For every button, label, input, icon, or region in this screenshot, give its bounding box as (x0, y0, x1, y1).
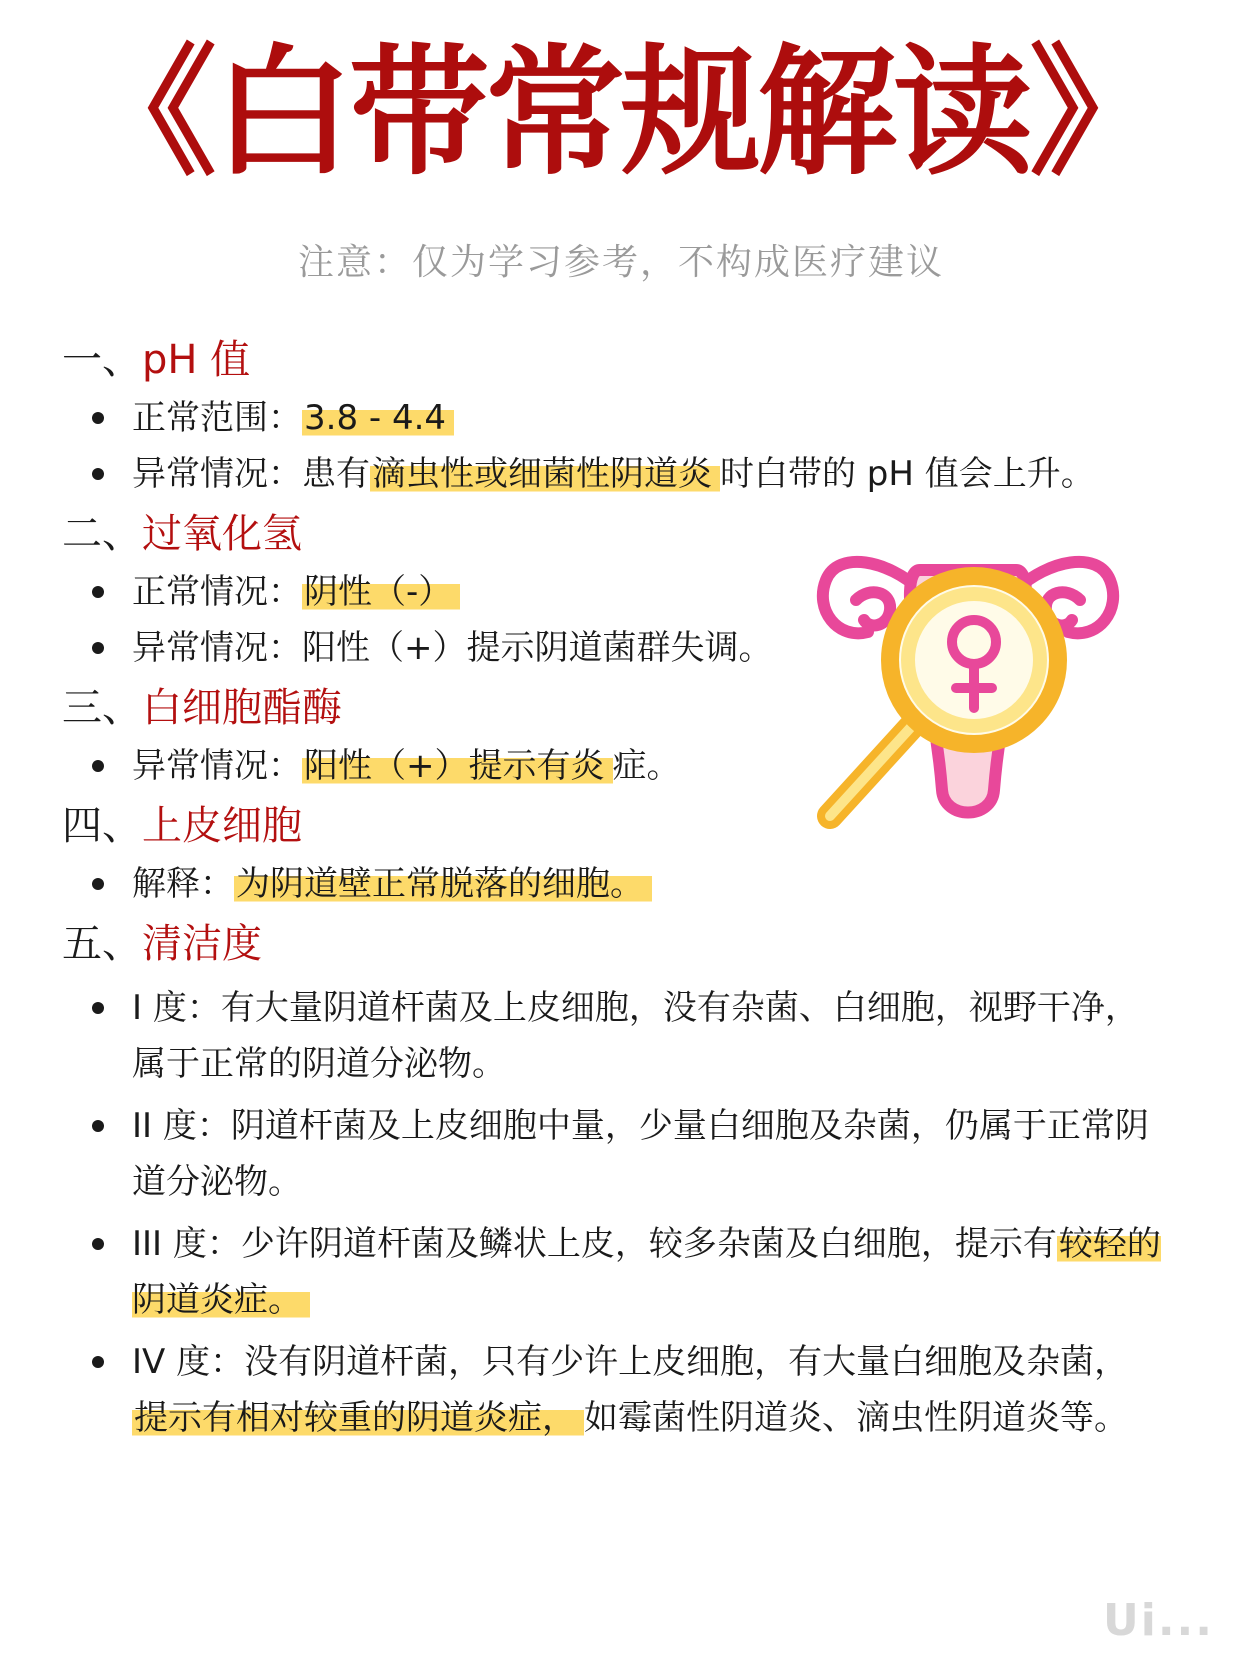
highlight-text: 阴性（-） (302, 572, 460, 612)
highlight-text: 较轻的阴道炎症。 (132, 1224, 1161, 1320)
bullet-icon (92, 468, 104, 480)
item-text: 症。 (612, 746, 681, 786)
bullet-icon (92, 878, 104, 890)
list-item (62, 1098, 1162, 1210)
item-text: 有大量阴道杆菌及上皮细胞，没有杂菌、白细胞，视野干净，属于正常的阴道分泌物。 (132, 988, 1139, 1084)
highlight-text: 阳性（+）提示有炎 (302, 746, 613, 786)
item-text: 阳性（+）提示阴道菌群失调。 (302, 628, 773, 668)
item-label: 异常情况： (132, 628, 302, 668)
list-item (62, 980, 1162, 1092)
item-label: I 度： (132, 988, 221, 1028)
item-text: 患有 (302, 454, 370, 494)
section-title: 白细胞酯酶 (142, 685, 342, 731)
bullet-icon (92, 642, 104, 654)
section-heading-cleanliness (62, 914, 1182, 974)
list-item (62, 390, 1182, 446)
item-text: 阴道杆菌及上皮细胞中量，少量白细胞及杂菌，仍属于正常阴道分泌物。 (132, 1106, 1149, 1202)
item-label: 异常情况： (132, 746, 302, 786)
bullet-icon (92, 1002, 104, 1014)
item-label: 正常情况： (132, 572, 302, 612)
item-label: 异常情况： (132, 454, 302, 494)
section-title: 清洁度 (142, 921, 262, 967)
disclaimer-subtitle: 注意：仅为学习参考，不构成医疗建议 (297, 242, 944, 283)
main-content (62, 330, 1182, 1446)
item-label: 正常范围： (132, 398, 302, 438)
bullet-icon (92, 412, 104, 424)
bullet-icon (92, 1238, 104, 1250)
list-item (62, 856, 1182, 912)
item-label: III 度： (132, 1224, 241, 1264)
highlight-text: 3.8 - 4.4 (302, 398, 454, 438)
section-title: pH 值 (142, 337, 251, 383)
list-item (62, 1216, 1162, 1328)
watermark: Ui... (1103, 1595, 1214, 1646)
bullet-icon (92, 586, 104, 598)
item-text: 如霉菌性阴道炎、滴虫性阴道炎等。 (584, 1398, 1128, 1438)
magnifier-handle-inner (830, 726, 912, 816)
section-title: 过氧化氢 (142, 511, 302, 557)
list-item (62, 1334, 1162, 1446)
section-title: 上皮细胞 (142, 803, 302, 849)
bullet-icon (92, 1356, 104, 1368)
list-item (62, 446, 1142, 502)
item-label: 解释： (132, 864, 234, 904)
section-number: 二、 (62, 511, 142, 557)
uterus-magnifier-icon (808, 540, 1128, 840)
section-number: 四、 (62, 803, 142, 849)
bullet-icon (92, 760, 104, 772)
highlight-text: 提示有相对较重的阴道炎症， (132, 1398, 584, 1438)
section-heading-ph (62, 330, 1182, 390)
section-number: 一、 (62, 337, 142, 383)
highlight-text: 滴虫性或细菌性阴道炎 (370, 454, 720, 494)
item-text: 时白带的 pH 值会上升。 (720, 454, 1095, 494)
item-label: II 度： (132, 1106, 231, 1146)
section-number: 五、 (62, 921, 142, 967)
item-text: 没有阴道杆菌，只有少许上皮细胞，有大量白细胞及杂菌， (244, 1342, 1129, 1382)
item-label: IV 度： (132, 1342, 245, 1382)
bullet-icon (92, 1120, 104, 1132)
page-title: 《白带常规解读》 (76, 31, 1165, 195)
item-text: 少许阴道杆菌及鳞状上皮，较多杂菌及白细胞，提示有 (240, 1224, 1057, 1264)
section-number: 三、 (62, 685, 142, 731)
highlight-text: 为阴道壁正常脱落的细胞。 (234, 864, 652, 904)
